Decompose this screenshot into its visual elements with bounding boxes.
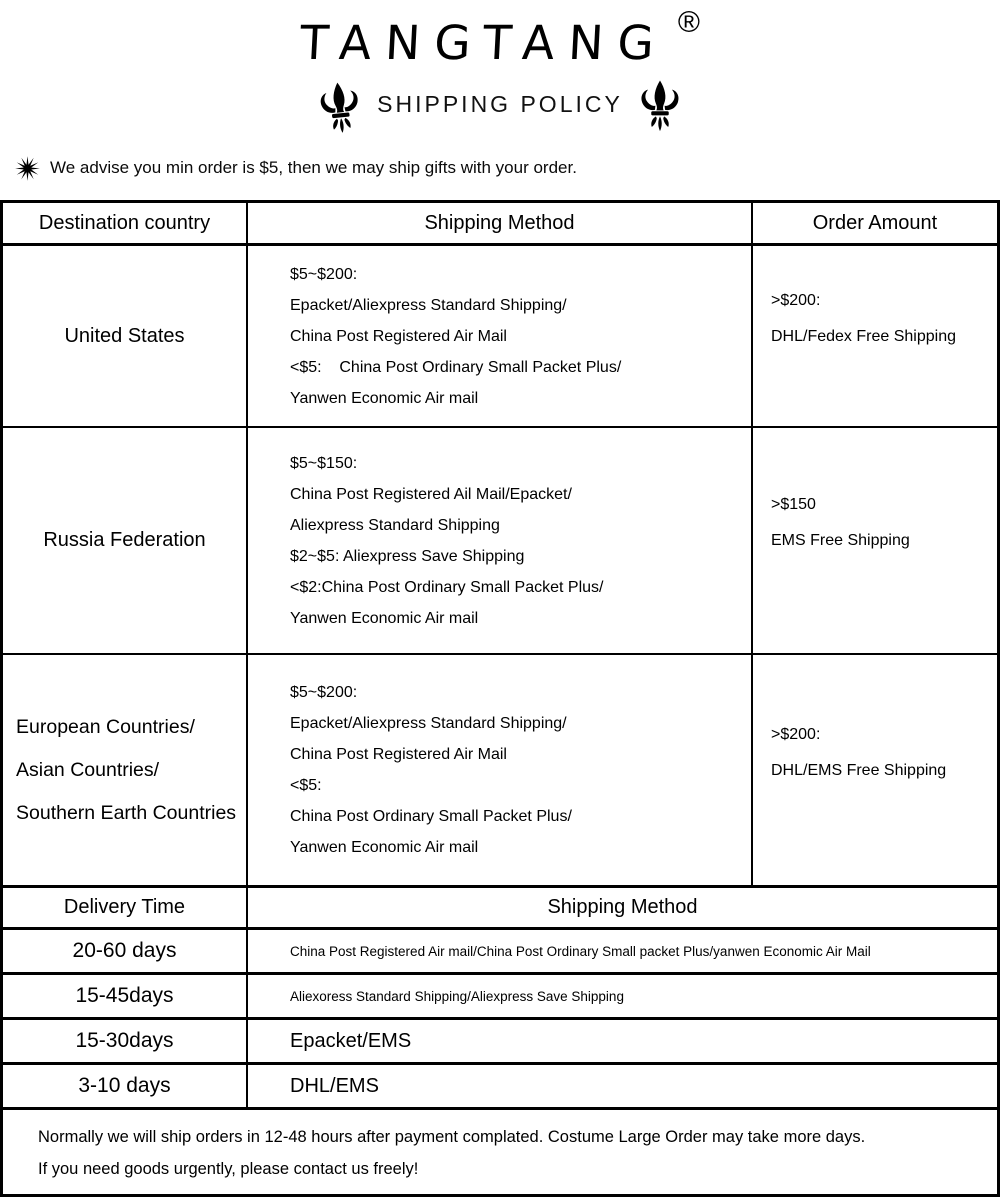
advisory-note (0, 153, 1000, 183)
delivery-method-cell: China Post Registered Air mail/China Post Ordinary Small packet Plus/yanwen Economic Air Mail (290, 943, 871, 959)
amount-line: >$150 (771, 496, 816, 513)
delivery-row-3-10-days (3, 1065, 997, 1110)
method-line: Yanwen Economic Air mail (290, 609, 479, 627)
delivery-row-15-45-days (3, 975, 997, 1020)
country-cell (3, 655, 248, 885)
method-line: <$5: (290, 777, 322, 794)
delivery-method-cell: Aliexoress Standard Shipping/Aliexpress Save Shipping (290, 988, 624, 1004)
country-cell: United States (3, 246, 248, 426)
delivery-table-header-row (3, 887, 997, 930)
header-destination-country: Destination country (3, 203, 248, 243)
table-row-european-asian-countries (3, 655, 997, 887)
method-cell (248, 655, 753, 885)
method-cell (248, 246, 753, 426)
brand-header (0, 0, 1000, 135)
delivery-method-cell: DHL/EMS (290, 1074, 379, 1097)
method-line: Aliexpress Standard Shipping (290, 516, 500, 534)
country-line: Asian Countries/ (16, 758, 160, 781)
table-row-russia-federation (3, 428, 997, 655)
footer-line: Normally we will ship orders in 12-48 hours after payment complated. Costume Large Order may take more days. (38, 1128, 866, 1146)
registered-trademark-symbol: ® (677, 6, 701, 39)
header-order-amount: Order Amount (812, 211, 938, 234)
header-delivery-time: Delivery Time (3, 888, 248, 927)
method-line: $5~$200: (290, 265, 358, 283)
method-line: Yanwen Economic Air mail (290, 389, 479, 407)
delivery-time-cell: 20-60 days (3, 930, 248, 972)
table-row-united-states (3, 246, 997, 428)
header-delivery-shipping-method: Shipping Method (547, 896, 698, 918)
method-line: China Post Ordinary Small Packet Plus/ (290, 808, 572, 825)
method-line: Epacket/Aliexpress Standard Shipping/ (290, 296, 567, 314)
brand-name: TANGTANG (298, 16, 670, 71)
delivery-time-cell: 3-10 days (3, 1065, 248, 1107)
country-line: European Countries/ (16, 715, 195, 738)
method-line: Epacket/Aliexpress Standard Shipping/ (290, 715, 567, 732)
amount-line: >$200: (771, 291, 821, 309)
method-line: Yanwen Economic Air mail (290, 839, 479, 856)
fleur-de-lis-icon (637, 78, 683, 134)
subtitle-line (0, 73, 1000, 135)
footer-line: If you need goods urgently, please contact us freely! (38, 1160, 419, 1178)
shipping-table-header-row (3, 203, 997, 246)
delivery-row-20-60-days (3, 930, 997, 975)
method-line: $5~$150: (290, 454, 358, 472)
method-line: $5~$200: (290, 684, 358, 701)
method-line: China Post Registered Air Mail (290, 746, 507, 763)
method-line: <$5: China Post Ordinary Small Packet Plus/ (290, 358, 622, 376)
amount-line: DHL/Fedex Free Shipping (771, 327, 956, 345)
method-line: <$2:China Post Ordinary Small Packet Plus/ (290, 578, 604, 596)
delivery-method-cell: Epacket/EMS (290, 1029, 412, 1052)
footer-note (3, 1110, 997, 1194)
method-line: China Post Registered Ail Mail/Epacket/ (290, 485, 572, 503)
burst-asterisk-icon (14, 155, 41, 182)
amount-cell (753, 246, 997, 426)
amount-line: >$200: (771, 725, 821, 743)
method-line: $2~$5: Aliexpress Save Shipping (290, 547, 525, 565)
country-cell: Russia Federation (3, 428, 248, 653)
amount-cell (753, 428, 997, 653)
country-line: Southern Earth Countries (16, 801, 237, 824)
delivery-time-cell: 15-30days (3, 1020, 248, 1062)
fleur-de-lis-icon (314, 78, 366, 139)
amount-line: DHL/EMS Free Shipping (771, 761, 947, 779)
amount-line: EMS Free Shipping (771, 532, 910, 549)
shipping-policy-table (0, 200, 1000, 1197)
header-shipping-method: Shipping Method (248, 203, 753, 243)
delivery-time-cell: 15-45days (3, 975, 248, 1017)
method-line: China Post Registered Air Mail (290, 327, 507, 345)
brand-line (298, 6, 701, 71)
amount-cell (753, 655, 997, 885)
advisory-text: We advise you min order is $5, then we may ship gifts with your order. (50, 158, 577, 177)
method-cell (248, 428, 753, 653)
shipping-policy-title: SHIPPING POLICY (377, 90, 623, 117)
delivery-row-15-30-days (3, 1020, 997, 1065)
